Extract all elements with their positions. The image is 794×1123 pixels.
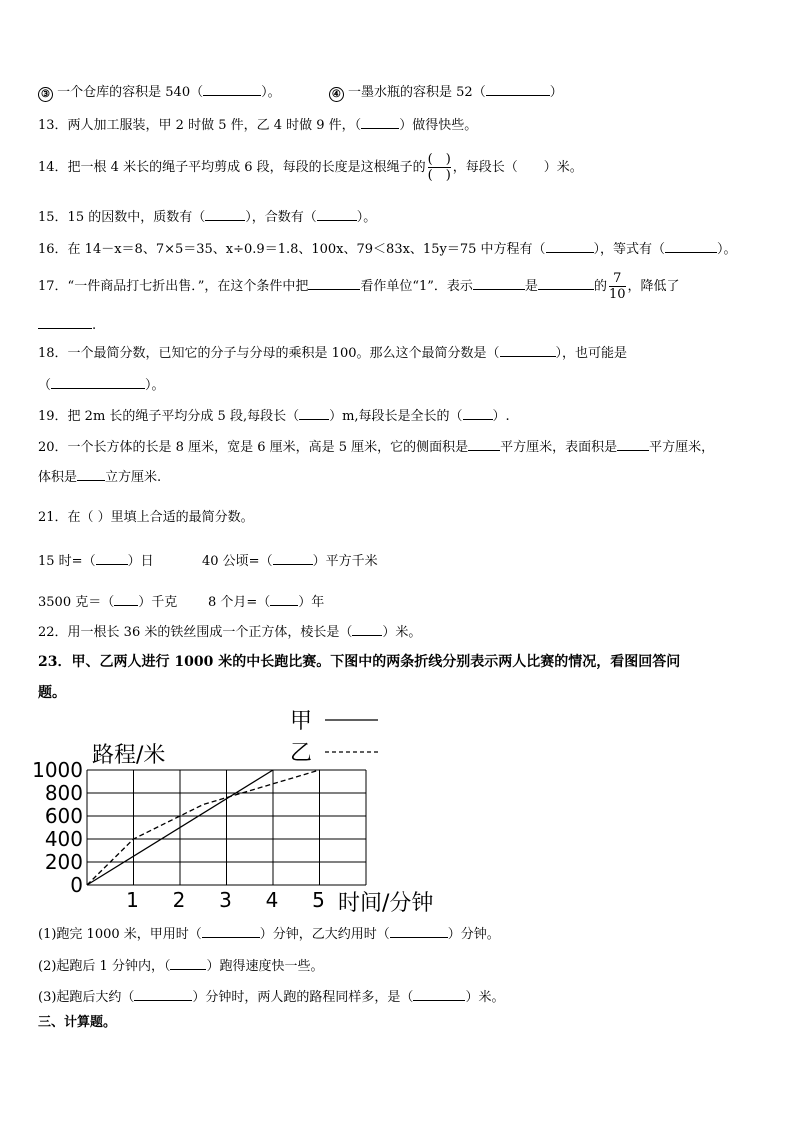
q17-text-f: . <box>92 318 97 333</box>
q21-d1: 8 个月=（ <box>208 595 271 610</box>
q18-text-b: ），也可能是 <box>555 346 628 361</box>
q23-sub3-b: ）分钟时，两人跑的路程同样多，是（ <box>192 990 414 1005</box>
q21-blank-d[interactable] <box>270 593 298 606</box>
q17-line-2 <box>38 316 96 334</box>
circled-3-icon: ③ <box>38 87 53 102</box>
q19-text: 19．把 2m 长的绳子平均分成 5 段,每段长（ <box>38 409 300 424</box>
distance-time-chart <box>0 700 794 920</box>
q22-blank[interactable] <box>352 623 382 636</box>
q21-blank-a[interactable] <box>96 552 128 565</box>
q23-text-2: 题。 <box>38 685 66 701</box>
q23-sub3 <box>38 988 504 1006</box>
q21-a <box>38 552 154 570</box>
q21-c <box>38 593 177 611</box>
q14-text: 14．把一根 4 米长的绳子平均剪成 6 段，每段的长度是这根绳子的 <box>38 160 426 175</box>
x-tick-label: 1 <box>126 888 139 912</box>
q22 <box>38 623 421 641</box>
q23-sub2-a: (2)起跑后 1 分钟内，（ <box>38 959 171 974</box>
q17-text-c: 是 <box>524 279 538 294</box>
x-tick-label: 2 <box>172 888 186 912</box>
q16-blank-2[interactable] <box>665 240 717 253</box>
q17-blank-1[interactable] <box>308 277 360 290</box>
q16-text-end: ）。 <box>717 242 737 257</box>
q18-text: 18．一个最简分数，已知它的分子与分母的乘积是 100。那么这个最简分数是（ <box>38 346 500 361</box>
q21-b2: ）平方千米 <box>312 554 378 569</box>
q16-blank-1[interactable] <box>546 240 594 253</box>
q14-text-end: ，每段长（ ）米。 <box>452 160 583 175</box>
q20 <box>38 438 714 456</box>
q16-text-mid: ），等式有（ <box>593 242 666 257</box>
q15-text-end: ）。 <box>356 210 377 225</box>
q12-c4-blank[interactable] <box>486 83 550 96</box>
q18-blank-1[interactable] <box>500 344 556 357</box>
legend-label: 乙 <box>290 741 313 766</box>
q13 <box>38 116 477 134</box>
y-tick-label: 1000 <box>32 758 83 782</box>
q19-text-b: ）m,每段长是全长的（ <box>329 409 463 424</box>
q23-sub1-b: ）分钟，乙大约用时（ <box>259 927 390 942</box>
q21-b <box>202 552 378 570</box>
q19-blank-2[interactable] <box>463 407 493 420</box>
q20-text-d: 体积是 <box>38 470 78 485</box>
q19 <box>38 407 510 425</box>
q16-text: 16．在 14－x＝8、7×5＝35、x÷0.9＝1.8、100x、79＜83x、15y＝75 中方程有（ <box>38 242 546 257</box>
chart-legend <box>290 709 378 766</box>
chart-series <box>87 770 320 885</box>
chart-grid <box>87 770 366 885</box>
y-axis-label: 路程/米 <box>92 743 166 768</box>
q15-text-mid: ），合数有（ <box>245 210 317 225</box>
q14-fraction-blank[interactable] <box>428 152 451 183</box>
legend-label: 甲 <box>290 709 313 734</box>
x-tick-label: 5 <box>312 888 325 912</box>
q21-a2: ）日 <box>127 554 154 569</box>
q21-d2: ）年 <box>298 595 325 610</box>
q17-blank-3[interactable] <box>538 277 594 290</box>
q17-text-b: 看作单位“1”．表示 <box>360 279 473 294</box>
circled-4-icon: ④ <box>329 87 344 102</box>
q23-sub3-blank-2[interactable] <box>413 988 465 1001</box>
q17-text: 17．“一件商品打七折出售．”，在这个条件中把 <box>38 279 309 294</box>
q12-line <box>38 83 563 102</box>
q23-sub1 <box>38 925 500 943</box>
q14 <box>38 148 583 188</box>
q22-text: 22．用一根长 36 米的铁丝围成一个正方体，棱长是（ <box>38 625 353 640</box>
q15-blank-2[interactable] <box>317 208 357 221</box>
x-axis-label: 时间/分钟 <box>338 891 434 916</box>
q18-blank-2[interactable] <box>51 376 145 389</box>
q21-title: 21．在（ ）里填上合适的最简分数。 <box>38 510 254 525</box>
q20-text-c: 平方厘米， <box>649 440 715 455</box>
q18-text-d: ）。 <box>145 378 165 393</box>
q21-c2: ）千克 <box>138 595 178 610</box>
q15 <box>38 208 376 226</box>
q20-blank-1[interactable] <box>468 438 500 451</box>
q18-line-2 <box>38 376 165 394</box>
x-tick-label: 4 <box>265 888 279 912</box>
q23-text-1: 23．甲、乙两人进行 1000 米的中长跑比赛。下图中的两条折线分别表示两人比赛的情况，看图回答问 <box>38 654 681 670</box>
q17-fraction <box>609 271 626 302</box>
y-tick-label: 800 <box>44 781 83 805</box>
q20-blank-2[interactable] <box>617 438 649 451</box>
y-tick-label: 600 <box>44 804 83 828</box>
q17-blank-4[interactable] <box>38 316 92 329</box>
series-line-2 <box>87 770 320 885</box>
q23-sub2-blank[interactable] <box>170 957 206 970</box>
q23-sub3-blank-1[interactable] <box>134 988 192 1001</box>
y-tick-label: 400 <box>44 827 83 851</box>
q19-blank-1[interactable] <box>299 407 329 420</box>
q22-text-end: ）米。 <box>382 625 422 640</box>
q12-c3-end: ）。 <box>261 85 281 100</box>
q15-text: 15．15 的因数中，质数有（ <box>38 210 206 225</box>
q23-sub2-b: ）跑得速度快一些。 <box>206 959 324 974</box>
q17-text-e: ，降低了 <box>627 279 680 294</box>
q20-text-b: 平方厘米，表面积是 <box>500 440 618 455</box>
q17-frac-den: 10 <box>608 287 626 302</box>
q21-d <box>208 593 324 611</box>
q13-text: 13．两人加工服装，甲 2 时做 5 件，乙 4 时做 9 件，（ <box>38 118 362 133</box>
q20-text: 20．一个长方体的长是 8 厘米，宽是 6 厘米，高是 5 厘米，它的侧面积是 <box>38 440 469 455</box>
q23-sub1-a: (1)跑完 1000 米，甲用时（ <box>38 927 202 942</box>
q21-blank-b[interactable] <box>273 552 313 565</box>
q21-b1: 40 公顷=（ <box>202 554 273 569</box>
q13-text-end: ）做得快些。 <box>399 118 478 133</box>
q20-blank-3[interactable] <box>77 468 105 481</box>
q21-blank-c[interactable] <box>114 593 138 606</box>
q23-sub3-c: ）米。 <box>465 990 505 1005</box>
q18-text-c: （ <box>38 378 52 393</box>
q23-sub2 <box>38 957 323 975</box>
q12-c4-text: 一墨水瓶的容积是 52（ <box>348 85 486 100</box>
q17-blank-2[interactable] <box>473 277 525 290</box>
q21-c1: 3500 克＝（ <box>38 595 115 610</box>
q20-line-2 <box>38 468 161 486</box>
q21-a1: 15 时=（ <box>38 554 96 569</box>
y-tick-label: 0 <box>70 873 83 897</box>
q12-c4-end: ） <box>549 85 563 100</box>
q20-text-e: 立方厘米. <box>105 470 162 485</box>
q17 <box>38 270 680 304</box>
q23-sub1-blank-2[interactable] <box>390 925 448 938</box>
section-3-title: 三、计算题。 <box>38 1015 117 1030</box>
y-tick-label: 200 <box>44 850 83 874</box>
q17-text-d: 的 <box>593 279 607 294</box>
q17-frac-num: 7 <box>613 271 622 286</box>
q13-blank[interactable] <box>361 116 399 129</box>
q15-blank-1[interactable] <box>205 208 245 221</box>
q12-c3-blank[interactable] <box>203 83 261 96</box>
q14-frac-num: ( ) <box>427 152 451 167</box>
q18 <box>38 344 627 362</box>
q12-c3-text: 一个仓库的容积是 540（ <box>57 85 204 100</box>
q23-sub1-c: ）分钟。 <box>447 927 500 942</box>
q23-sub1-blank-1[interactable] <box>202 925 260 938</box>
q16 <box>38 240 737 258</box>
x-tick-label: 3 <box>219 888 232 912</box>
q23-sub3-a: (3)起跑后大约（ <box>38 990 135 1005</box>
q14-frac-den: ( ) <box>427 168 451 183</box>
q19-text-c: ）. <box>492 409 510 424</box>
